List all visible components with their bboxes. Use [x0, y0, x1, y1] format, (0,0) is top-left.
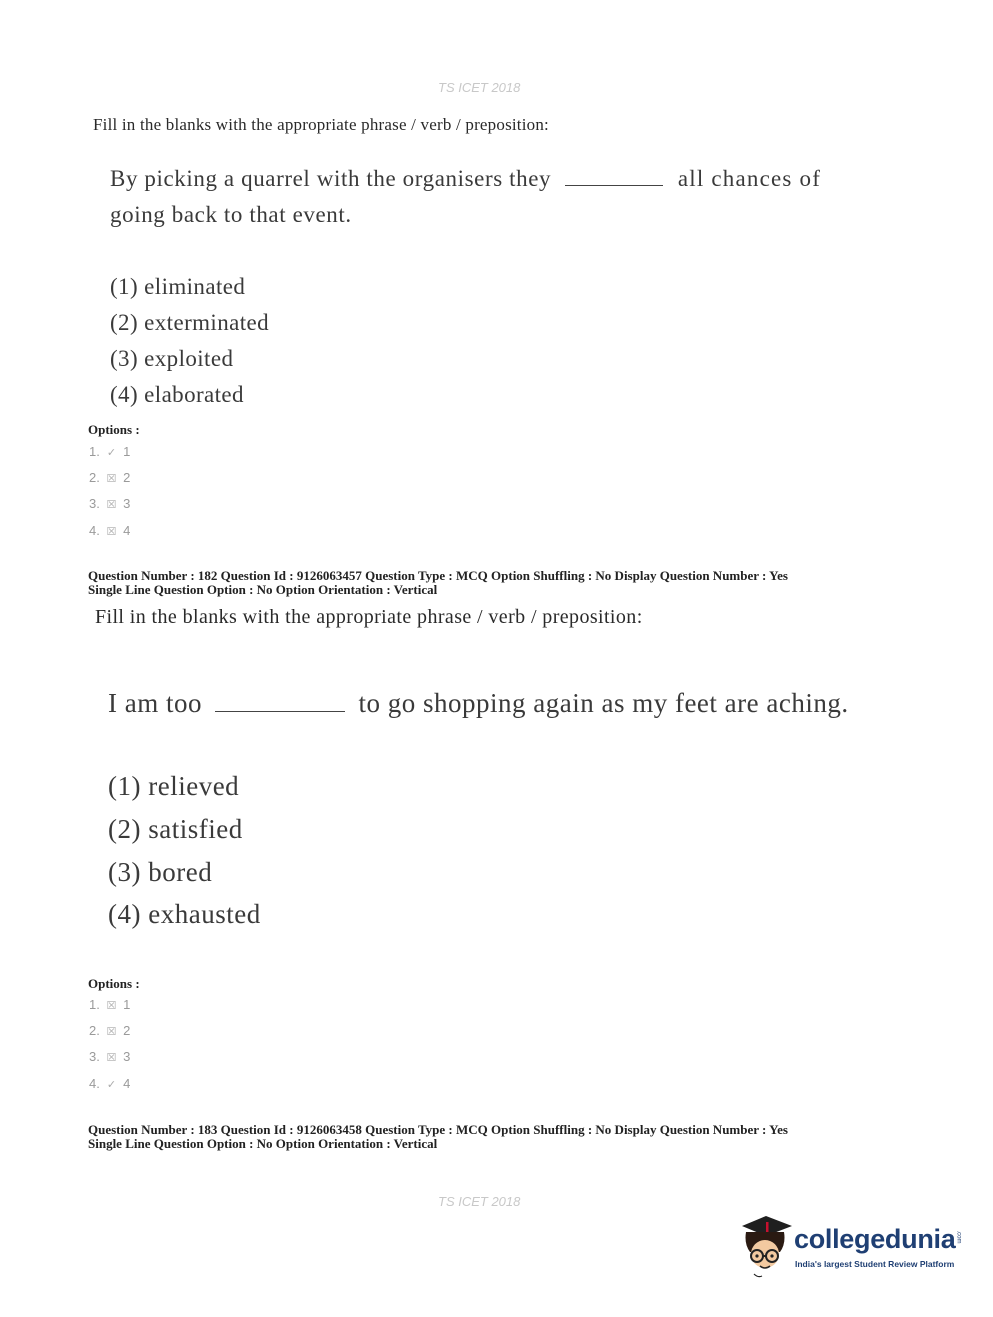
option-number: 4.: [89, 523, 100, 538]
q2-option-row: [89, 1076, 130, 1091]
q1-choice-3: (3) exploited: [110, 346, 234, 371]
option-value: 3: [123, 1049, 131, 1064]
q2-blank: [215, 710, 345, 712]
option-number: 1.: [89, 444, 100, 459]
cross-icon: ☒: [106, 526, 117, 538]
logo-wordmark: collegedunia: [794, 1224, 956, 1254]
footer-watermark: TS ICET 2018: [438, 1194, 521, 1209]
option-value: 2: [123, 1023, 131, 1038]
q2-instruction: Fill in the blanks with the appropriate phrase / verb / preposition:: [95, 606, 643, 628]
option-number: 2.: [89, 470, 100, 485]
option-value: 3: [123, 496, 131, 511]
q2-meta-line2: Single Line Question Option : No Option Orientation : Vertical: [88, 1136, 438, 1151]
q1-question-line2: going back to that event.: [110, 202, 352, 227]
q2-option-row: [89, 997, 130, 1012]
q1-blank: [565, 184, 663, 186]
option-number: 3.: [89, 496, 100, 511]
q2-option-row: [89, 1049, 130, 1064]
q2-choice-2: (2) satisfied: [108, 814, 243, 844]
cross-icon: ☒: [106, 1026, 117, 1038]
cross-icon: ☒: [106, 473, 117, 485]
q1-options-label: Options :: [88, 422, 140, 437]
q2-text-part2: to go shopping again as my feet are aching.: [358, 688, 849, 718]
q1-option-row: [89, 496, 130, 511]
option-number: 2.: [89, 1023, 100, 1038]
mascot-icon: [736, 1212, 794, 1280]
option-number: 4.: [89, 1076, 100, 1091]
q2-choice-4: (4) exhausted: [108, 899, 261, 929]
cross-icon: ☒: [106, 1000, 117, 1012]
option-value: 1: [123, 997, 131, 1012]
q1-meta-line2: Single Line Question Option : No Option Orientation : Vertical: [88, 582, 438, 597]
q2-option-row: [89, 1023, 130, 1038]
cross-icon: ☒: [106, 1052, 117, 1064]
option-value: 4: [123, 1076, 131, 1091]
q2-text-part1: I am too: [108, 688, 202, 718]
option-value: 1: [123, 444, 131, 459]
logo-tagline: India's largest Student Review Platform: [795, 1259, 955, 1269]
cross-icon: ☒: [106, 499, 117, 511]
option-value: 4: [123, 523, 131, 538]
q2-question-line: [108, 688, 849, 719]
q1-option-row: [89, 523, 130, 538]
q1-option-row: [89, 444, 130, 459]
logo-domain: .com: [955, 1230, 962, 1244]
q2-options-label: Options :: [88, 976, 140, 991]
option-value: 2: [123, 470, 131, 485]
q1-text-part1: By picking a quarrel with the organisers they: [110, 166, 552, 191]
q1-choice-2: (2) exterminated: [110, 310, 270, 335]
q2-meta-line1: Question Number : 183 Question Id : 9126063458 Question Type : MCQ Option Shuffling : No Display Question Number : Yes: [88, 1122, 788, 1137]
q1-question-line1: [110, 166, 821, 192]
q2-choice-3: (3) bored: [108, 857, 213, 887]
q1-text-part2: all chances of: [677, 166, 822, 191]
q1-option-row: [89, 470, 130, 485]
option-number: 1.: [89, 997, 100, 1012]
q2-choice-1: (1) relieved: [108, 771, 240, 801]
check-icon: ✓: [106, 1079, 117, 1091]
q1-meta-line1: Question Number : 182 Question Id : 9126063457 Question Type : MCQ Option Shuffling : No Display Question Number : Yes: [88, 568, 788, 583]
check-icon: ✓: [106, 447, 117, 459]
option-number: 3.: [89, 1049, 100, 1064]
collegedunia-logo: [736, 1212, 966, 1282]
q1-choice-1: (1) eliminated: [110, 274, 246, 299]
q1-instruction: Fill in the blanks with the appropriate phrase / verb / preposition:: [93, 115, 549, 134]
q1-choice-4: (4) elaborated: [110, 382, 244, 407]
header-watermark: TS ICET 2018: [438, 80, 521, 95]
